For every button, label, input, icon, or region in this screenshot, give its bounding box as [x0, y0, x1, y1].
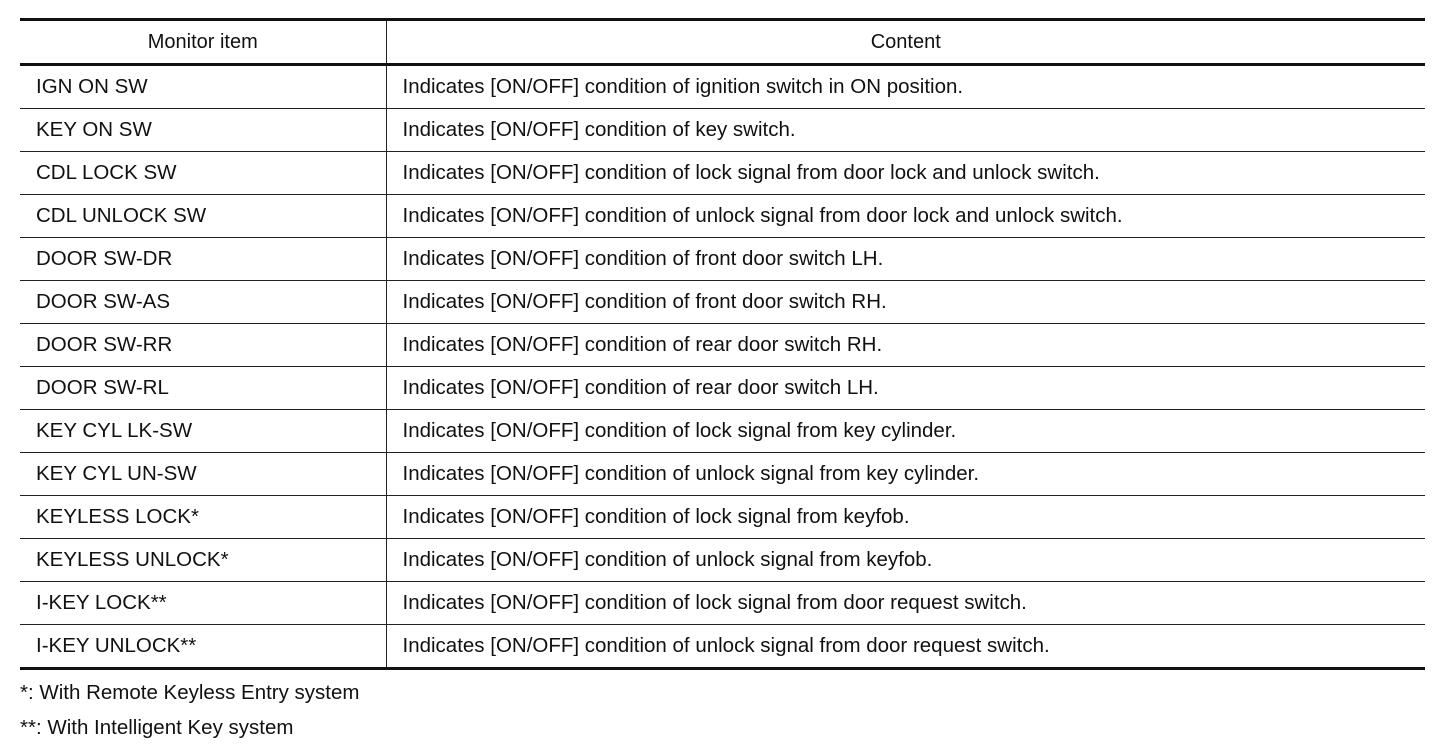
monitor-item-cell: DOOR SW-AS: [20, 281, 386, 324]
table-row: [20, 582, 1425, 625]
table-row: [20, 65, 1425, 109]
table-row: [20, 152, 1425, 195]
content-cell: Indicates [ON/OFF] condition of lock signal from keyfob.: [386, 496, 1425, 539]
table-row: [20, 324, 1425, 367]
table-row: [20, 410, 1425, 453]
header-row: [20, 20, 1425, 65]
footnote-remote-keyless: *: With Remote Keyless Entry system: [20, 681, 360, 704]
column-header-monitor-item: Monitor item: [20, 20, 386, 65]
table-header: [20, 20, 1425, 65]
content-cell: Indicates [ON/OFF] condition of unlock signal from door lock and unlock switch.: [386, 195, 1425, 238]
content-cell: Indicates [ON/OFF] condition of rear door switch LH.: [386, 367, 1425, 410]
content-cell: Indicates [ON/OFF] condition of unlock signal from key cylinder.: [386, 453, 1425, 496]
monitor-item-cell: DOOR SW-RL: [20, 367, 386, 410]
monitor-item-cell: CDL LOCK SW: [20, 152, 386, 195]
content-cell: Indicates [ON/OFF] condition of lock signal from door lock and unlock switch.: [386, 152, 1425, 195]
monitor-item-cell: KEY CYL LK-SW: [20, 410, 386, 453]
table-row: [20, 195, 1425, 238]
content-cell: Indicates [ON/OFF] condition of unlock signal from keyfob.: [386, 539, 1425, 582]
table-row: [20, 367, 1425, 410]
content-cell: Indicates [ON/OFF] condition of unlock signal from door request switch.: [386, 625, 1425, 669]
monitor-item-cell: DOOR SW-RR: [20, 324, 386, 367]
monitor-item-cell: I-KEY UNLOCK**: [20, 625, 386, 669]
monitor-item-cell: KEY CYL UN-SW: [20, 453, 386, 496]
content-cell: Indicates [ON/OFF] condition of front door switch LH.: [386, 238, 1425, 281]
monitor-item-cell: KEY ON SW: [20, 109, 386, 152]
document: [20, 18, 1425, 750]
monitor-item-cell: KEYLESS UNLOCK*: [20, 539, 386, 582]
content-cell: Indicates [ON/OFF] condition of rear door switch RH.: [386, 324, 1425, 367]
content-cell: Indicates [ON/OFF] condition of front door switch RH.: [386, 281, 1425, 324]
table-body: [20, 65, 1425, 669]
content-cell: Indicates [ON/OFF] condition of ignition switch in ON position.: [402, 75, 964, 98]
monitor-item-cell: IGN ON SW: [20, 65, 386, 109]
monitor-item-cell: I-KEY LOCK**: [20, 582, 386, 625]
column-header-content: Content: [386, 20, 1425, 65]
table-row: [20, 109, 1425, 152]
table-row: [20, 539, 1425, 582]
footnote-intelligent-key: **: With Intelligent Key system: [20, 716, 294, 739]
table-row: [20, 453, 1425, 496]
table-row: [20, 496, 1425, 539]
monitor-item-cell: CDL UNLOCK SW: [20, 195, 386, 238]
monitor-item-cell: DOOR SW-DR: [20, 238, 386, 281]
table-row: [20, 238, 1425, 281]
footnotes: [20, 680, 1425, 750]
content-cell: Indicates [ON/OFF] condition of key switch.: [386, 109, 1425, 152]
content-cell: Indicates [ON/OFF] condition of lock signal from door request switch.: [386, 582, 1425, 625]
monitor-item-cell: KEYLESS LOCK*: [20, 496, 386, 539]
table-row: [20, 625, 1425, 669]
table-row: [20, 281, 1425, 324]
content-cell: Indicates [ON/OFF] condition of lock signal from key cylinder.: [386, 410, 1425, 453]
monitor-item-table: [20, 18, 1425, 670]
